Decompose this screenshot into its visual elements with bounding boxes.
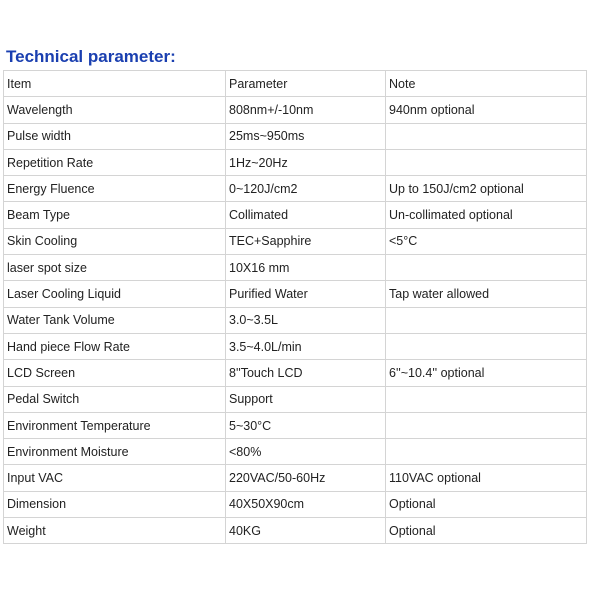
page-title: Technical parameter: — [6, 47, 176, 66]
item-cell: Energy Fluence — [4, 176, 226, 202]
note-cell: Optional — [386, 518, 587, 544]
item-cell: Pedal Switch — [4, 386, 226, 412]
table-row — [4, 412, 587, 438]
parameter-cell: 1Hz~20Hz — [226, 149, 386, 175]
note-cell — [386, 149, 587, 175]
item-cell: Environment Temperature — [4, 412, 226, 438]
header-cell-note: Note — [386, 71, 587, 97]
table-row — [4, 333, 587, 359]
table-row — [4, 202, 587, 228]
item-cell: LCD Screen — [4, 360, 226, 386]
item-cell: Environment Moisture — [4, 439, 226, 465]
parameter-cell: Purified Water — [226, 281, 386, 307]
note-cell: Up to 150J/cm2 optional — [386, 176, 587, 202]
parameter-cell: 25ms~950ms — [226, 123, 386, 149]
parameter-cell: <80% — [226, 439, 386, 465]
item-cell: Hand piece Flow Rate — [4, 333, 226, 359]
parameter-cell: Support — [226, 386, 386, 412]
item-cell: Pulse width — [4, 123, 226, 149]
table-row — [4, 255, 587, 281]
note-cell: <5°C — [386, 228, 587, 254]
item-cell: Wavelength — [4, 97, 226, 123]
note-cell — [386, 123, 587, 149]
note-cell: 6''~10.4'' optional — [386, 360, 587, 386]
note-cell — [386, 307, 587, 333]
parameter-cell: 0~120J/cm2 — [226, 176, 386, 202]
item-cell: Water Tank Volume — [4, 307, 226, 333]
note-cell: Tap water allowed — [386, 281, 587, 307]
note-cell: Un-collimated optional — [386, 202, 587, 228]
item-cell: laser spot size — [4, 255, 226, 281]
parameter-cell: TEC+Sapphire — [226, 228, 386, 254]
note-cell: 110VAC optional — [386, 465, 587, 491]
table-row — [4, 281, 587, 307]
parameter-cell: Collimated — [226, 202, 386, 228]
parameter-cell: 808nm+/-10nm — [226, 97, 386, 123]
table-row — [4, 307, 587, 333]
item-cell: Dimension — [4, 491, 226, 517]
item-cell: Laser Cooling Liquid — [4, 281, 226, 307]
table-row — [4, 386, 587, 412]
note-cell — [386, 333, 587, 359]
note-cell: Optional — [386, 491, 587, 517]
table-row — [4, 123, 587, 149]
table-row — [4, 149, 587, 175]
table-row — [4, 465, 587, 491]
item-cell: Input VAC — [4, 465, 226, 491]
table-row — [4, 491, 587, 517]
item-cell: Skin Cooling — [4, 228, 226, 254]
parameter-cell: 40KG — [226, 518, 386, 544]
table-row — [4, 439, 587, 465]
table-row — [4, 360, 587, 386]
parameter-cell: 3.5~4.0L/min — [226, 333, 386, 359]
parameter-cell: 40X50X90cm — [226, 491, 386, 517]
note-cell: 940nm optional — [386, 97, 587, 123]
note-cell — [386, 412, 587, 438]
parameter-cell: 5~30°C — [226, 412, 386, 438]
parameter-cell: 220VAC/50-60Hz — [226, 465, 386, 491]
item-cell: Repetition Rate — [4, 149, 226, 175]
table-row — [4, 518, 587, 544]
table-row — [4, 228, 587, 254]
technical-parameter-table — [3, 70, 587, 544]
item-cell: Weight — [4, 518, 226, 544]
table-row — [4, 97, 587, 123]
parameter-cell: 8''Touch LCD — [226, 360, 386, 386]
note-cell — [386, 255, 587, 281]
parameter-cell: 3.0~3.5L — [226, 307, 386, 333]
note-cell — [386, 439, 587, 465]
header-cell-item: Item — [4, 71, 226, 97]
table-header-row — [4, 71, 587, 97]
parameter-cell: 10X16 mm — [226, 255, 386, 281]
item-cell: Beam Type — [4, 202, 226, 228]
header-cell-parameter: Parameter — [226, 71, 386, 97]
note-cell — [386, 386, 587, 412]
table-row — [4, 176, 587, 202]
